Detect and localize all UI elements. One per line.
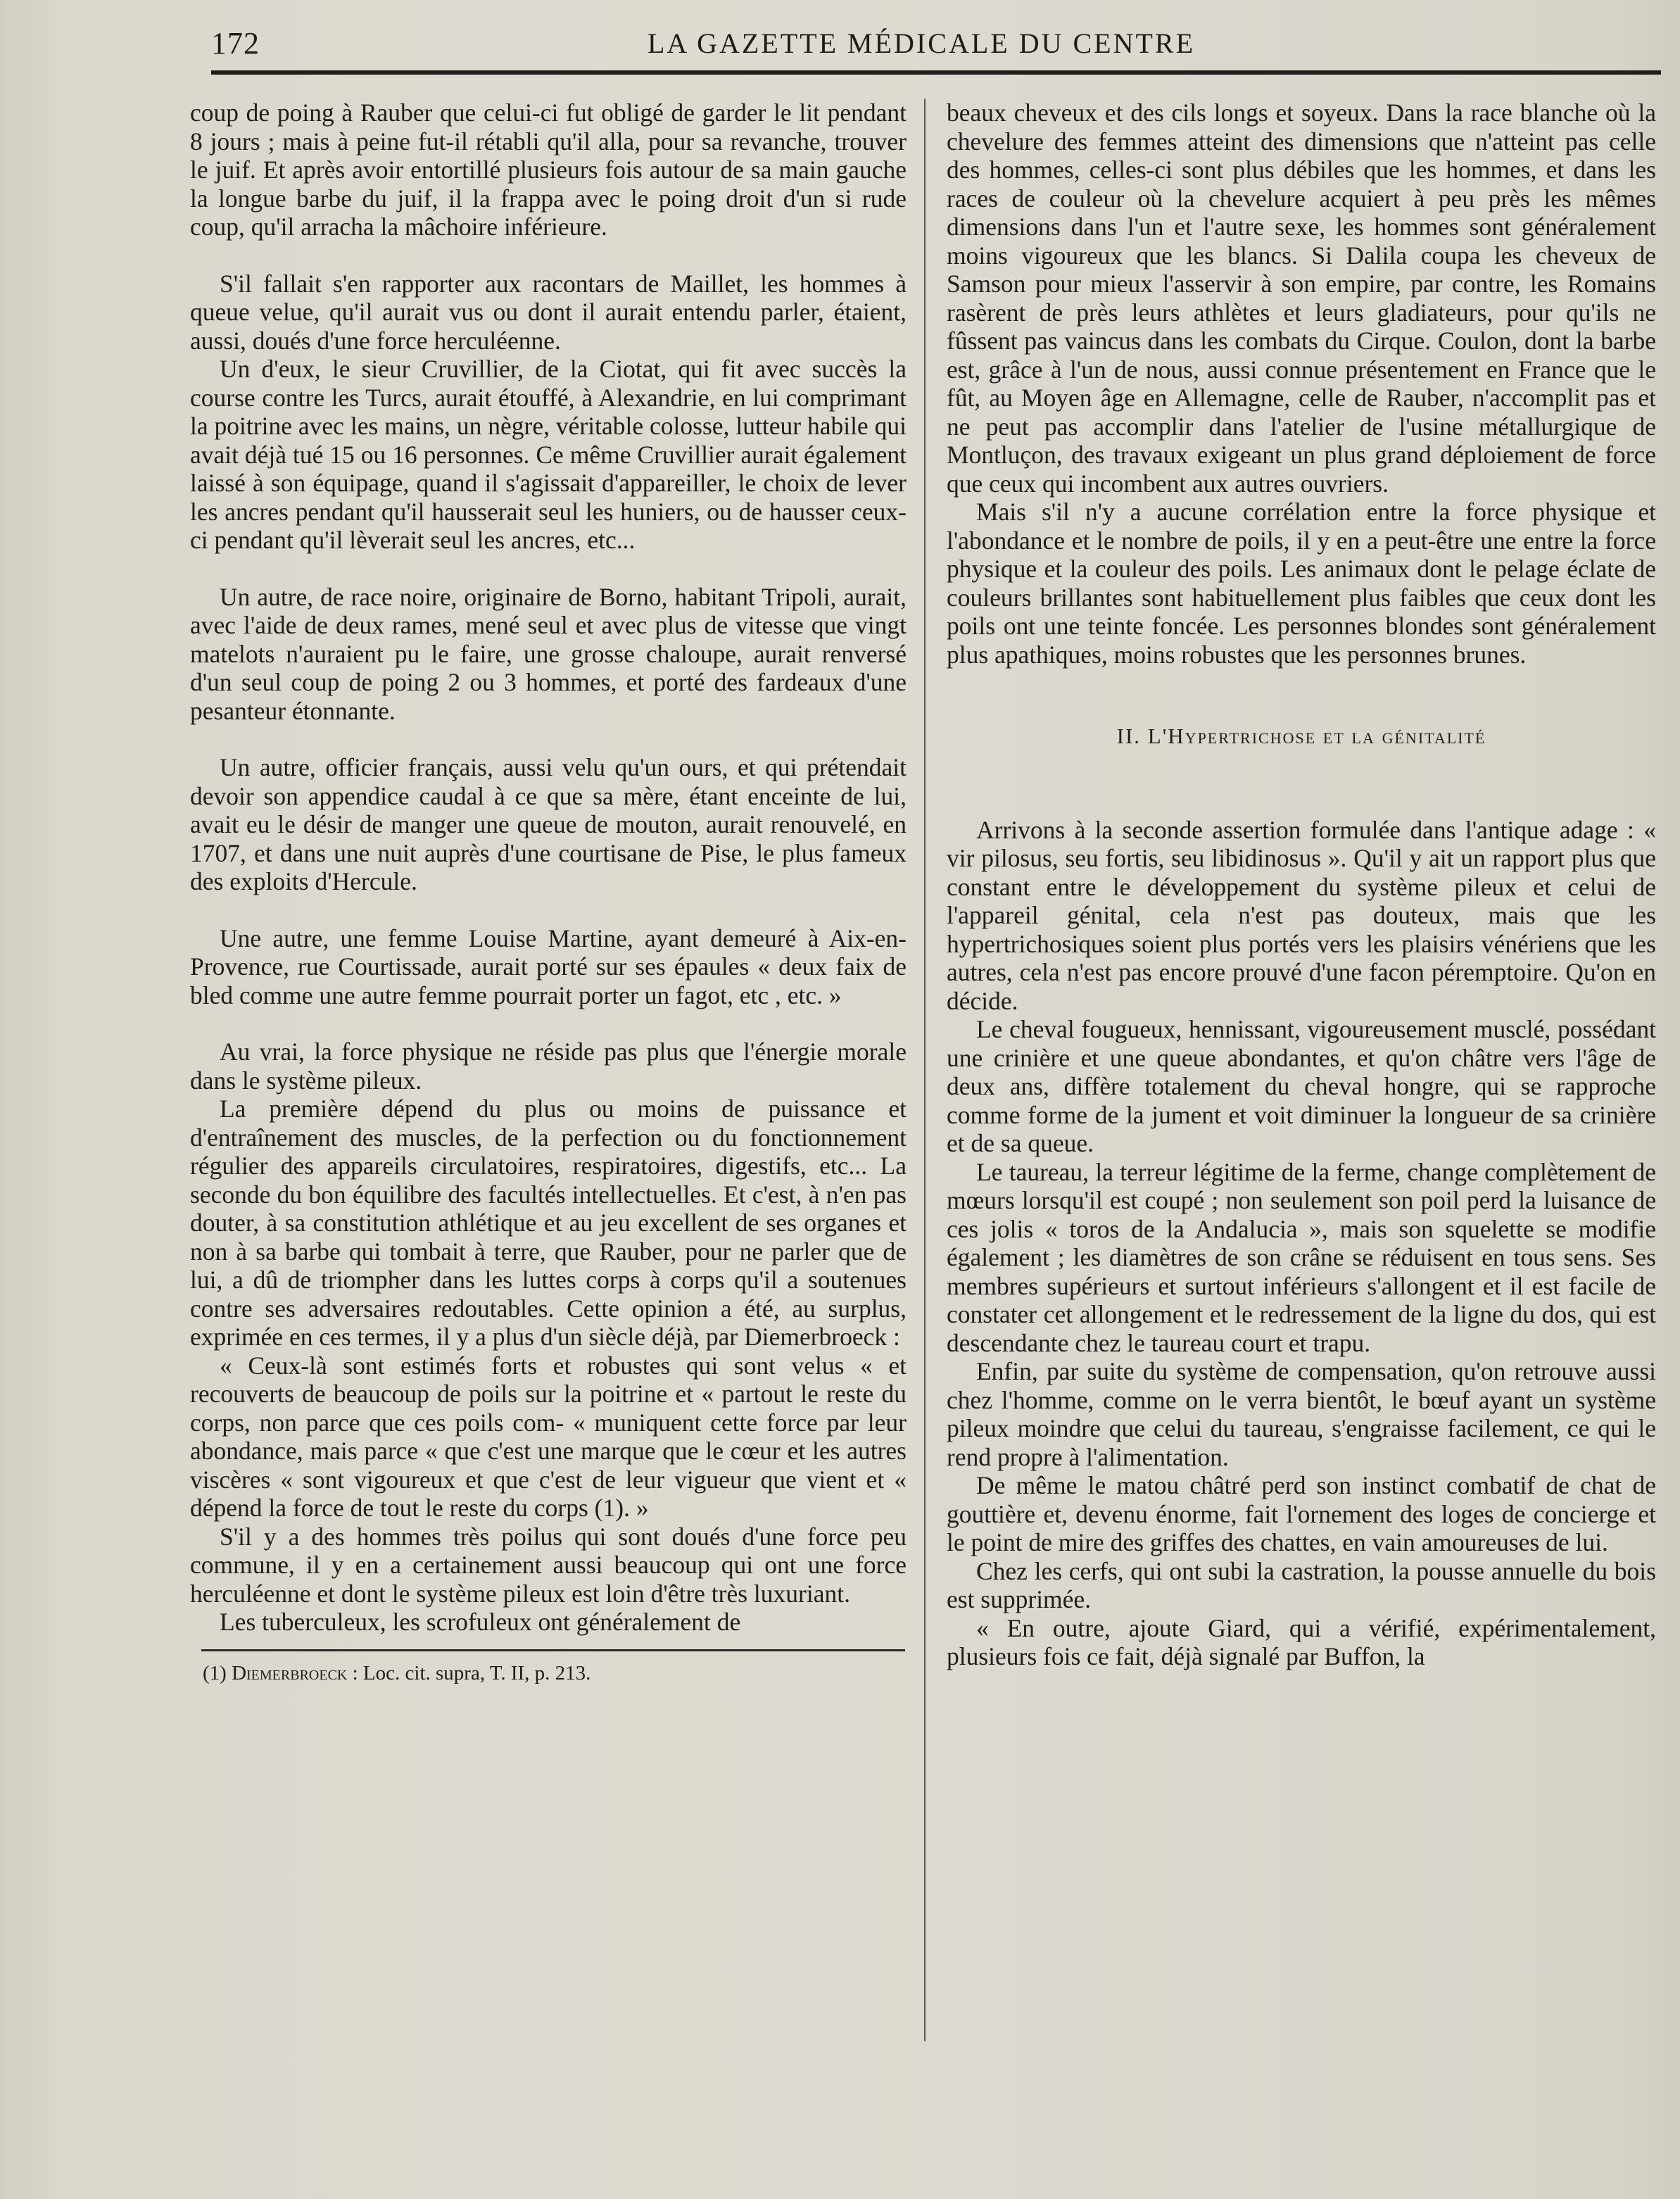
paragraph: Le taureau, la terreur légitime de la ferme, change complètement de mœurs lorsqu'il est coupé ; non seulement son poil perd la luisance de ces jolis « toros de la Andalucia », mais son squelette se modifie également ; les diamètres de son crâne se réduisent en tous sens. Ses membres supérieurs et surtout inférieurs s'allongent et il est facile de constater cet allongement et le redressement de la ligne du dos, qui est descendante chez le taureau court et trapu. [947, 1157, 1656, 1357]
page-header [211, 25, 1647, 69]
paragraph: S'il fallait s'en rapporter aux racontars de Maillet, les hommes à queue velue, qu'il aurait vus ou dont il aurait entendu parler, étaient, aussi, doués d'une force herculéenne. [190, 269, 907, 355]
header-rule [211, 70, 1661, 75]
footnote-author: Diemerbroeck [232, 1661, 348, 1684]
right-column [947, 99, 1656, 2161]
paragraph: Au vrai, la force physique ne réside pas plus que l'énergie morale dans le système pileux. [190, 1038, 907, 1095]
paragraph: beaux cheveux et des cils longs et soyeux. Dans la race blanche où la chevelure des femmes atteint des dimensions que n'atteint pas celle des hommes, celles-ci sont plus débiles que les hommes, et dans les races de couleur où la chevelure acquiert à peu près les mêmes dimensions dans l'un et l'autre sexe, les hommes sont généralement moins vigoureux que les blancs. Si Dalila coupa les cheveux de Samson pour mieux l'asservir à son empire, par contre, les Romains rasèrent de près leurs athlètes et leurs gladiateurs, pour qu'ils ne fûssent pas vaincus dans les combats du Cirque. Coulon, dont la barbe est, grâce à l'un de nous, aussi connue présentement en France que le fût, au Moyen âge en Allemagne, celle de Rauber, n'accomplit pas et ne peut pas accomplir dans l'atelier de l'usine métallurgique de Montluçon, des travaux exigeant un plus grand déploiement de force que ceux qui incombent aux autres ouvriers. [947, 99, 1656, 498]
footnote-rule [201, 1649, 905, 1651]
quotation: « Ceux-là sont estimés forts et robustes qui sont velus « et recouverts de beaucoup de poils sur la poitrine et « partout le reste du corps, non parce que ces poils com- « muniquent cette force par leur abondance, mais parce « que c'est une marque que le cœur et les autres viscères « sont vigoureux et que c'est de leur vigueur que vient et « dépend la force de tout le reste du corps (1). » [190, 1351, 907, 1522]
paragraph: « En outre, ajoute Giard, qui a vérifié, expérimentalement, plusieurs fois ce fait, déjà signalé par Buffon, la [947, 1613, 1656, 1670]
paragraph: Un autre, officier français, aussi velu qu'un ours, et qui prétendait devoir son appendice caudal à ce que sa mère, étant enceinte de lui, avait eu le désir de manger une queue de mouton, aurait renouvelé, en 1707, et dans une nuit auprès d'une courtisane de Pise, le plus fameux des exploits d'Hercule. [190, 753, 907, 895]
paragraph: Une autre, une femme Louise Martine, ayant demeuré à Aix-en-Provence, rue Courtissade, aurait porté sur ses épaules « deux faix de bled comme une autre femme pourrait porter un fagot, etc , etc. » [190, 924, 907, 1009]
footnote [190, 1660, 907, 1687]
running-title: LA GAZETTE MÉDICALE DU CENTRE [648, 27, 1196, 59]
paragraph: Mais s'il n'y a aucune corrélation entre la force physique et l'abondance et le nombre de poils, il y en a peut-être une entre la force physique et la couleur des poils. Les animaux dont le pelage éclate de couleurs brillantes sont habituellement plus faibles que ceux dont les poils ont une teinte foncée. Les personnes blondes sont généralement plus apathiques, moins robustes que les personnes brunes. [947, 498, 1656, 669]
left-column [190, 99, 907, 2161]
column-divider [924, 99, 926, 2041]
paragraph: Les tuberculeux, les scrofuleux ont généralement de [220, 1608, 741, 1636]
section-title: II. L'Hypertrichose et la génitalité [1116, 724, 1486, 748]
paragraph: Un d'eux, le sieur Cruvillier, de la Ciotat, qui fit avec succès la course contre les Turcs, aurait étouffé, à Alexandrie, en lui comprimant la poitrine avec les mains, un nègre, véritable colosse, lutteur habile qui avait déjà tué 15 ou 16 personnes. Ce même Cruvillier aurait également laissé à son équipage, quand il s'agissait d'appareiller, le choix de lever les ancres pendant qu'il hausserait seul les huniers, ou de hausser ceux-ci pendant qu'il lèverait seul les ancres, etc... [190, 355, 907, 554]
paragraph: coup de poing à Rauber que celui-ci fut obligé de garder le lit pendant 8 jours ; mais à peine fut-il rétabli qu'il alla, pour sa revanche, trouver le juif. Et après avoir entortillé plusieurs fois autour de sa main gauche la longue barbe du juif, il la frappa avec le poing droit d'un si rude coup, qu'il arracha la mâchoire inférieure. [190, 99, 907, 241]
footnote-marker: (1) [203, 1661, 227, 1684]
paragraph: S'il y a des hommes très poilus qui sont doués d'une force peu commune, il y en a certainement aussi beaucoup qui ont une force herculéenne et dont le système pileux est loin d'être très luxuriant. [190, 1522, 907, 1608]
paragraph: Arrivons à la seconde assertion formulée dans l'antique adage : « vir pilosus, seu fortis, seu libidinosus ». Qu'il y ait un rapport plus que constant entre le développement du système pileux et celui de l'appareil génital, cela n'est pas douteux, mais que les hypertrichosiques soient plus portés vers les plaisirs vénériens que les autres, cela n'est pas encore prouvé d'une facon péremptoire. Qu'on en décide. [947, 815, 1656, 1015]
page-number: 172 [211, 26, 260, 61]
paragraph: Chez les cerfs, qui ont subi la castration, la pousse annuelle du bois est supprimée. [947, 1556, 1656, 1613]
paragraph: La première dépend du plus ou moins de puissance et d'entraînement des muscles, de la perfection ou du fonctionnement régulier des appareils circulatoires, respiratoires, digestifs, etc... La seconde du bon équilibre des facultés intellectuelles. Et c'est, à n'en pas douter, à sa constitution athlétique et au jeu excellent de ses organes et non à sa barbe qui tombait à terre, que Rauber, pour ne parler que de lui, a dû de triompher dans les luttes corps à corps qu'il a soutenues contre ses adversaires redoutables. Cette opinion a été, au surplus, exprimée en ces termes, il y a plus d'un siècle déjà, par Diemerbroeck : [190, 1095, 907, 1351]
footnote-text: : Loc. cit. supra, T. II, p. 213. [352, 1661, 591, 1684]
paragraph: De même le matou châtré perd son instinct combatif de chat de gouttière et, devenu énorme, fait l'ornement des loges de concierge et le point de mire des griffes des chattes, en vain amoureuses de lui. [947, 1471, 1656, 1556]
paragraph: Le cheval fougueux, hennissant, vigoureusement musclé, possédant une crinière et une queue abondantes, et qu'on châtre vers l'âge de deux ans, diffère totalement du cheval hongre, qui se rapproche comme forme de la jument et voit diminuer la longueur de sa crinière et de sa queue. [947, 1015, 1656, 1157]
paragraph: Un autre, de race noire, originaire de Borno, habitant Tripoli, aurait, avec l'aide de deux rames, mené seul et avec plus de vitesse que vingt matelots n'auraient pu le faire, une grosse chaloupe, aurait renversé d'un seul coup de poing 2 ou 3 hommes, et porté des fardeaux d'une pesanteur étonnante. [190, 582, 907, 725]
paragraph: Enfin, par suite du système de compensation, qu'on retrouve aussi chez l'homme, comme on le verra bientôt, le bœuf ayant un système pileux moindre que celui du taureau, s'engraisse facilement, ce qui le rend propre à l'alimentation. [947, 1357, 1656, 1471]
